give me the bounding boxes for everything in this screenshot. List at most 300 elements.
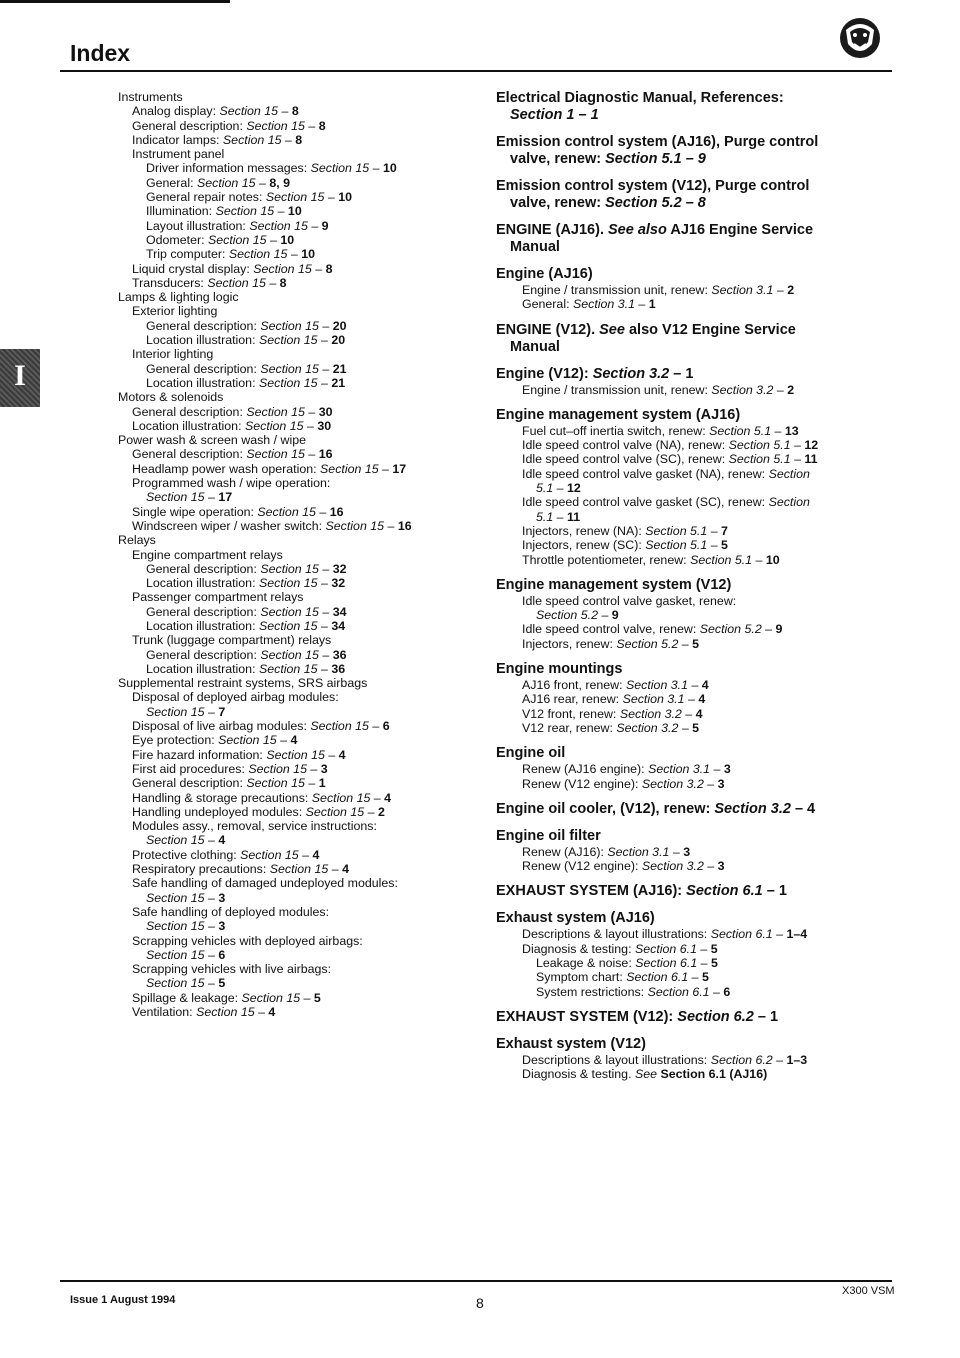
index-entry: AJ16 front, renew: Section 3.1 – 4: [522, 678, 709, 693]
index-entry: Injectors, renew: Section 5.2 – 5: [522, 636, 700, 651]
entry-label: Ventilation:: [132, 1005, 193, 1019]
index-entry: System restrictions: Section 6.1 – 6: [536, 984, 731, 999]
section-ref: Section 15: [215, 204, 275, 219]
page-ref: 2: [787, 283, 795, 297]
page-ref: 13: [784, 423, 799, 438]
index-entry: Indicator lamps: Section 15 – 8: [132, 132, 303, 147]
page-ref: 4: [701, 678, 709, 693]
index-entry: [118, 590, 480, 604]
section-ref: Section 15: [196, 175, 256, 190]
section-ref: 5.1: [536, 481, 554, 496]
heading-text: Engine oil filter: [496, 827, 601, 844]
entry-label: General description:: [132, 776, 243, 791]
section-ref: Section 3.1: [572, 297, 635, 312]
document-code: X300 VSM: [842, 1285, 895, 1297]
group-heading-cont: [496, 195, 896, 212]
entry-label: Fuel cut–off inertia switch, renew:: [522, 423, 706, 438]
section-ref: 5.1: [536, 509, 554, 524]
page-ref: 5: [711, 956, 718, 971]
entry-label: Indicator lamps:: [132, 132, 220, 147]
index-entry: Section 15 – 17: [146, 490, 233, 505]
group-heading: [496, 407, 896, 424]
section-ref: Section 15: [253, 261, 312, 276]
page-ref: 5: [702, 970, 709, 985]
section-ref: Section 15: [325, 518, 385, 533]
footer-rule: [60, 1280, 892, 1282]
index-entry: Respiratory precautions: Section 15 – 4: [132, 862, 349, 877]
group-heading-cont: [496, 239, 896, 256]
entry-label: Power wash & screen wash / wipe: [118, 433, 307, 448]
index-entry: Renew (V12 engine): Section 3.2 – 3: [522, 859, 725, 874]
entry-label: Driver information messages:: [146, 161, 308, 176]
entry-label: Safe handling of deployed modules:: [132, 904, 330, 919]
entry-label: Analog display:: [132, 104, 217, 119]
heading-text: Emission control system (V12), Purge control: [496, 178, 810, 194]
section-ref: Section 3.2: [616, 720, 679, 735]
page-ref: 1–4: [786, 927, 808, 942]
page-ref: 10: [382, 161, 397, 176]
index-entry: Section 15 – 5: [146, 976, 226, 991]
index-entry: General description: Section 15 – 36: [146, 647, 347, 662]
page-ref: 5: [692, 636, 700, 651]
group-heading: [496, 90, 896, 107]
section-ref: Section 6.1: [710, 927, 773, 942]
page-ref: 6: [382, 719, 390, 734]
section-ref: Section 5.1: [728, 452, 791, 467]
page-ref: 34: [331, 618, 346, 633]
page-ref: 2: [377, 804, 385, 819]
heading-text: valve, renew:: [510, 195, 602, 211]
group-heading: [496, 828, 896, 845]
index-entry: [118, 690, 480, 704]
section-ref: Section 15: [208, 232, 267, 247]
index-entry: AJ16 rear, renew: Section 3.1 – 4: [522, 692, 706, 707]
entry-label: Diagnosis & testing:: [522, 941, 632, 956]
entry-label: General description:: [146, 604, 257, 619]
page-ref: 4: [698, 692, 706, 707]
page-number: 8: [476, 1295, 484, 1311]
page-ref: 4: [290, 733, 298, 748]
index-group: [496, 745, 896, 791]
group-heading: [496, 661, 896, 678]
section-ref: Section 15: [240, 847, 299, 862]
page-ref: 7: [721, 523, 728, 538]
entry-label: Idle speed control valve gasket, renew:: [522, 593, 737, 608]
section-ref: Section 15: [146, 704, 205, 719]
index-entry: [118, 819, 480, 833]
entry-label: Respiratory precautions:: [132, 862, 267, 877]
group-heading: [496, 577, 896, 594]
index-entry: Eye protection: Section 15 – 4: [132, 733, 298, 748]
section-ref: Section: [768, 495, 810, 510]
entry-label: Headlamp power wash operation:: [132, 461, 317, 476]
left-index-column: [118, 90, 480, 1019]
page-ref: 9: [611, 608, 619, 623]
section-ref: Section 5.2: [699, 622, 762, 637]
entry-label: Supplemental restraint systems, SRS airbags: [118, 676, 368, 691]
index-group: [496, 577, 896, 651]
page-ref: 4: [268, 1005, 276, 1019]
page-ref: 16: [318, 447, 333, 462]
index-entry: Injectors, renew (SC): Section 5.1 – 5: [522, 538, 728, 553]
section-ref: Section 15: [311, 790, 371, 805]
entry-label: AJ16 rear, renew:: [522, 692, 620, 707]
page-ref: 3: [320, 761, 328, 776]
page-ref: 10: [765, 552, 780, 567]
page-ref: 3: [723, 762, 731, 777]
index-entry: [118, 876, 480, 890]
index-entry: [118, 934, 480, 948]
index-entry: [118, 676, 480, 690]
page-ref: 34: [332, 604, 347, 619]
heading-ref: Section 5.1 – 9: [605, 151, 706, 167]
page-ref: 11: [804, 452, 818, 467]
entry-label: Protective clothing:: [132, 847, 237, 862]
page-ref: 5: [692, 720, 700, 735]
index-entry: [118, 90, 480, 104]
index-entry: Location illustration: Section 15 – 20: [146, 333, 346, 348]
entry-label: Illumination:: [146, 204, 213, 219]
page-ref: 36: [332, 647, 347, 662]
entry-label: Injectors, renew:: [522, 636, 613, 651]
index-entry: [118, 476, 480, 490]
heading-text: EXHAUST SYSTEM (AJ16):: [496, 883, 683, 900]
section-ref: Section 15: [146, 890, 205, 905]
entry-label: General repair notes:: [146, 190, 263, 205]
group-heading: [496, 178, 896, 195]
index-entry: Section 5.2 – 9: [536, 608, 619, 623]
index-entry: Renew (AJ16): Section 3.1 – 3: [522, 844, 691, 859]
entry-label: Scrapping vehicles with live airbags:: [132, 962, 332, 977]
page-ref: 4: [338, 747, 346, 762]
index-entry: Protective clothing: Section 15 – 4: [132, 847, 320, 862]
page-ref: 2: [787, 382, 795, 397]
jaguar-logo-icon: [838, 14, 882, 62]
section-ref: Section 5.1: [690, 552, 753, 567]
entry-label: Descriptions & layout illustrations:: [522, 1052, 708, 1067]
page-ref: 6: [723, 984, 731, 999]
section-ref: Section 15: [246, 447, 305, 462]
section-ref: Section 5.1: [645, 523, 708, 538]
index-entry: [118, 347, 480, 361]
group-heading: [496, 266, 896, 283]
entry-label: Throttle potentiometer, renew:: [522, 552, 687, 567]
entry-label: V12 front, renew:: [522, 706, 617, 721]
entry-label: Renew (AJ16 engine):: [522, 762, 645, 777]
index-entry: Location illustration: Section 15 – 21: [146, 375, 346, 390]
entry-label: Relays: [118, 533, 156, 548]
section-ref: Section 6.1: [634, 941, 697, 956]
entry-label: Leakage & noise:: [536, 956, 632, 971]
entry-label: Trunk (luggage compartment) relays: [132, 633, 332, 648]
entry-label: AJ16 front, renew:: [522, 678, 623, 693]
entry-label: General description:: [132, 404, 243, 419]
index-entry: Diagnosis & testing: Section 6.1 – 5: [522, 941, 718, 956]
heading-text: Engine (AJ16): [496, 266, 593, 282]
section-ref: Section: [768, 466, 810, 481]
page-ref: 3: [218, 919, 226, 934]
index-entry: Leakage & noise: Section 6.1 – 5: [536, 956, 718, 971]
entry-label: Diagnosis & testing.: [522, 1067, 632, 1082]
entry-label: Disposal of deployed airbag modules:: [132, 690, 339, 705]
page-ref: 32: [331, 576, 346, 591]
heading-text: ENGINE (V12).: [496, 321, 596, 338]
entry-label: Spillage & leakage:: [132, 990, 239, 1005]
entry-label: Instruments: [118, 90, 183, 104]
index-entry: [118, 962, 480, 976]
group-heading: [496, 910, 896, 927]
top-edge-line: [0, 0, 230, 3]
page-ref: 11: [567, 509, 581, 524]
group-heading: [496, 883, 896, 900]
right-index-column: [496, 90, 896, 1082]
heading-text: Manual: [510, 239, 560, 255]
index-entry: [118, 633, 480, 647]
entry-label: Idle speed control valve, renew:: [522, 622, 697, 637]
section-ref: Section 15: [310, 161, 370, 176]
index-entry: Section 15 – 4: [146, 833, 226, 848]
page-ref: 21: [331, 375, 346, 390]
section-tab: I: [0, 349, 40, 407]
section-ref: Section 15: [207, 275, 266, 290]
heading-text: Electrical Diagnostic Manual, References:: [496, 90, 784, 106]
index-entry: Spillage & leakage: Section 15 – 5: [132, 990, 321, 1005]
entry-label: Scrapping vehicles with deployed airbags:: [132, 933, 363, 948]
entry-label: Instrument panel: [132, 147, 225, 162]
entry-label: Renew (AJ16):: [522, 844, 604, 859]
index-entry: Section 15 – 3: [146, 919, 226, 934]
index-group: [496, 407, 896, 567]
index-entry: Section 15 – 7: [146, 704, 226, 719]
section-ref: Section 6.1: [626, 970, 689, 985]
index-entry: General repair notes: Section 15 – 10: [146, 190, 352, 205]
index-entry: Headlamp power wash operation: Section 15 – 17: [132, 461, 407, 476]
entry-label: Symptom chart:: [536, 970, 623, 985]
group-heading: [496, 134, 896, 151]
index-entry: Section 15 – 3: [146, 890, 226, 905]
group-heading-cont: [496, 107, 896, 124]
section-ref: Section 15: [258, 576, 318, 591]
heading-text: Emission control system (AJ16), Purge control: [496, 134, 819, 150]
index-entry: [118, 390, 480, 404]
section-ref: Section 15: [260, 561, 319, 576]
index-entry: General: Section 3.1 – 1: [522, 297, 656, 312]
section-ref: Section 6.1: [647, 984, 710, 999]
heading-extra: – 1: [766, 883, 787, 900]
section-ref: Section 15: [320, 461, 379, 476]
section-ref: Section 6.1: [635, 956, 698, 971]
entry-label: Disposal of live airbag modules:: [132, 719, 307, 734]
heading-text: Manual: [510, 338, 560, 355]
index-entry: Windscreen wiper / washer switch: Section 15 – 16: [132, 518, 412, 533]
page-ref: 3: [717, 776, 725, 791]
entry-label: General description:: [146, 647, 257, 662]
index-entry: Analog display: Section 15 – 8: [132, 104, 299, 119]
section-ref: Section 6.2: [710, 1052, 773, 1067]
index-entry: [118, 905, 480, 919]
index-entry: [118, 147, 480, 161]
entry-label: Motors & solenoids: [118, 390, 224, 405]
index-entry: [496, 594, 896, 608]
entry-label: Injectors, renew (NA):: [522, 523, 642, 538]
group-heading-cont: [496, 151, 896, 168]
index-entry: General description: Section 15 – 34: [146, 604, 347, 619]
page-ref: 8: [291, 104, 299, 119]
section-ref: Section 15: [249, 218, 308, 233]
index-entry: [118, 433, 480, 447]
heading-text: Engine management system (V12): [496, 576, 732, 593]
page-ref: 30: [317, 418, 332, 433]
entry-label: Engine / transmission unit, renew:: [522, 382, 708, 397]
section-ref: Section 15: [222, 132, 282, 147]
group-heading: [496, 1009, 896, 1026]
section-ref: Section 15: [246, 776, 305, 791]
page-ref: 1–3: [786, 1052, 808, 1067]
entry-label: Location illustration:: [146, 576, 256, 591]
index-entry: Descriptions & layout illustrations: Section 6.1 – 1–4: [522, 927, 808, 942]
section-ref: Section 3.1: [711, 283, 774, 297]
heading-text: valve, renew:: [510, 151, 602, 167]
entry-label: Location illustration:: [146, 375, 256, 390]
heading-ref: Section 6.2: [677, 1008, 754, 1025]
entry-label: Location illustration:: [146, 661, 256, 676]
index-entry: Throttle potentiometer, renew: Section 5.1 – 10: [522, 552, 780, 567]
index-group: [496, 661, 896, 735]
entry-label: Location illustration:: [132, 418, 242, 433]
index-entry: General description: Section 15 – 8: [132, 118, 326, 133]
index-entry: General description: Section 15 – 21: [146, 361, 347, 376]
index-entry: Engine / transmission unit, renew: Section 3.2 – 2: [522, 382, 795, 397]
entry-label: System restrictions:: [536, 984, 645, 999]
index-group: [496, 266, 896, 312]
section-ref: Section 3.1: [648, 762, 711, 777]
index-entry: Renew (V12 engine): Section 3.2 – 3: [522, 776, 725, 791]
index-entry: [118, 290, 480, 304]
index-entry: Idle speed control valve, renew: Section 5.2 – 9: [522, 622, 783, 637]
entry-label: Renew (V12 engine):: [522, 776, 639, 791]
page-ref: 4: [218, 833, 226, 848]
index-entry: General description: Section 15 – 1: [132, 776, 326, 791]
entry-label: Liquid crystal display:: [132, 261, 250, 276]
heading-text: ENGINE (AJ16).: [496, 222, 604, 238]
page-title: Index: [70, 40, 131, 66]
section-ref: Section 5.2: [616, 636, 679, 651]
index-entry: Renew (AJ16 engine): Section 3.1 – 3: [522, 762, 731, 777]
index-entry: Single wipe operation: Section 15 – 16: [132, 504, 344, 519]
entry-label: Modules assy., removal, service instructions:: [132, 819, 377, 834]
section-ref: Section 15: [265, 190, 325, 205]
index-entry: Location illustration: Section 15 – 30: [132, 418, 332, 433]
entry-label: Windscreen wiper / washer switch:: [132, 518, 323, 533]
section-ref: Section 15: [269, 862, 329, 877]
section-ref: Section 15: [258, 661, 318, 676]
entry-label: General description:: [132, 447, 243, 462]
page-ref: 20: [331, 333, 346, 348]
group-heading: [496, 366, 896, 383]
section-ref: Section 5.1: [645, 538, 708, 553]
index-entry: Descriptions & layout illustrations: Section 6.2 – 1–3: [522, 1052, 808, 1067]
section-ref: Section 15: [260, 604, 319, 619]
section-ref: Section 3.2: [641, 776, 704, 791]
index-entry: Location illustration: Section 15 – 34: [146, 618, 346, 633]
page-ref: 4: [342, 862, 349, 877]
heading-text: EXHAUST SYSTEM (V12):: [496, 1008, 674, 1025]
group-heading: [496, 745, 896, 762]
index-entry: Idle speed control valve (NA), renew: Section 5.1 – 12: [522, 438, 819, 453]
heading-text: Engine oil cooler, (V12), renew:: [496, 800, 711, 817]
section-ref: Section 15: [260, 361, 319, 376]
heading-extra: – 1: [673, 365, 694, 382]
index-entry: Layout illustration: Section 15 – 9: [146, 218, 329, 233]
page-ref: 1: [318, 776, 326, 791]
index-entry: Handling undeployed modules: Section 15 – 2: [132, 804, 385, 819]
section-ref: Section 15: [257, 504, 316, 519]
entry-label: Idle speed control valve gasket (SC), renew:: [522, 495, 766, 510]
entry-label: Fire hazard information:: [132, 747, 263, 762]
section-ref: Section 5.1: [728, 438, 791, 453]
entry-label: Handling & storage precautions:: [132, 790, 309, 805]
entry-label: Interior lighting: [132, 347, 214, 362]
page-ref: 9: [775, 622, 783, 637]
page-ref: 8: [279, 275, 287, 290]
section-ref: Section 5.1: [709, 423, 772, 438]
page-ref: 5: [218, 976, 226, 991]
section-ref: Section 15: [244, 418, 304, 433]
index-entry: General description: Section 15 – 20: [146, 318, 347, 333]
index-entry: Section 15 – 6: [146, 947, 226, 962]
section-ref: Section 15: [260, 647, 319, 662]
entry-label: Engine / transmission unit, renew:: [522, 283, 708, 297]
entry-label: General:: [146, 175, 194, 190]
heading-extra: AJ16 Engine Service: [670, 222, 814, 238]
heading-text: Engine (V12):: [496, 365, 589, 382]
index-entry: Fuel cut–off inertia switch, renew: Section 5.1 – 13: [522, 423, 799, 438]
section-ref: Section 15: [266, 747, 325, 762]
index-group: [496, 222, 896, 256]
index-group: [496, 134, 896, 168]
section-ref: Section 5.2: [536, 608, 598, 623]
index-entry: [118, 304, 480, 318]
index-group: [496, 910, 896, 998]
heading-text: Engine oil: [496, 745, 566, 762]
cross-ref: Section 6.1 (AJ16): [660, 1067, 768, 1082]
entry-label: Trip computer:: [146, 247, 226, 262]
section-ref: Section 15: [219, 104, 279, 119]
entry-label: Transducers:: [132, 275, 204, 290]
heading-text: Exhaust system (V12): [496, 1035, 646, 1052]
page-ref: 16: [329, 504, 344, 519]
index-entry: V12 front, renew: Section 3.2 – 4: [522, 706, 703, 721]
index-group: [496, 1009, 896, 1026]
section-ref: Section 15: [146, 833, 205, 848]
section-ref: Section 3.1: [622, 692, 685, 707]
page-ref: 4: [384, 790, 392, 805]
entry-label: General description:: [146, 561, 257, 576]
heading-extra: – 1: [757, 1008, 779, 1025]
group-heading: [496, 801, 896, 818]
section-ref: Section 15: [258, 375, 318, 390]
section-ref: Section 15: [146, 490, 205, 505]
index-entry: General description: Section 15 – 16: [132, 447, 333, 462]
page-ref: 8: [295, 132, 303, 147]
heading-ref: Section 3.2: [592, 365, 670, 382]
index-group: [496, 322, 896, 356]
section-ref: Section 15: [248, 761, 307, 776]
index-entry: Fire hazard information: Section 15 – 4: [132, 747, 346, 762]
entry-label: Programmed wash / wipe operation:: [132, 476, 331, 491]
index-entry: General description: Section 15 – 30: [132, 404, 333, 419]
issue-date: Issue 1 August 1994: [70, 1294, 176, 1306]
